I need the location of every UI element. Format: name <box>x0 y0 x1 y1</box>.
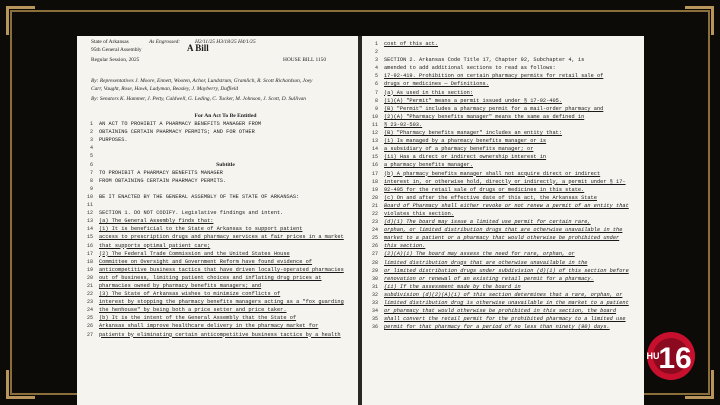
line-text: patients by eliminating certain anticompetitive business tactics by a health <box>99 331 341 338</box>
text-line <box>362 242 644 250</box>
text-line <box>77 128 358 136</box>
line-text: FROM OBTAINING CERTAIN PHARMACY PERMITS. <box>99 177 227 184</box>
line-text: (3) The State of Arkansas wishes to minimize conflicts of <box>99 291 281 298</box>
line-number: 14 <box>371 146 378 153</box>
line-number: 22 <box>86 291 93 298</box>
frame-corner-top-left <box>6 6 35 35</box>
text-line <box>77 193 358 201</box>
text-line <box>362 170 644 178</box>
engrossed-label: As Engrossed: <box>149 39 181 45</box>
text-line <box>77 290 358 298</box>
text-line <box>77 250 358 258</box>
line-number: 5 <box>374 73 378 80</box>
text-line <box>77 298 358 306</box>
line-text: a pharmacy benefits manager. <box>384 162 474 169</box>
text-line <box>77 266 358 274</box>
line-text: pharmacies owned by pharmacy benefits managers; and <box>99 282 262 289</box>
text-line <box>77 209 358 217</box>
line-text: AN ACT TO PROHIBIT A PHARMACY BENEFITS MANAGER FROM <box>99 121 262 128</box>
text-line <box>77 217 358 225</box>
line-number: 26 <box>371 243 378 250</box>
text-line <box>362 186 644 194</box>
line-number: 19 <box>86 266 93 273</box>
session-label: Regular Session, 2025 <box>91 57 140 63</box>
line-text: OBTAINING CERTAIN PHARMACY PERMITS; AND FOR OTHER <box>99 129 255 136</box>
text-line <box>77 282 358 290</box>
text-line <box>362 250 644 258</box>
line-number: 10 <box>86 193 93 200</box>
line-text: (B) "Pharmacy benefits manager" includes an entity that: <box>384 130 563 137</box>
line-text: (c) On and after the effective date of this act, the Arkansas State <box>384 194 597 201</box>
line-number: 29 <box>371 267 378 274</box>
line-text: Subtitle <box>216 161 235 168</box>
sponsor-line: By: Senators K. Hammer, J. Petty, Caldwell, G. Leding, C. Tucker, M. Johnson, J. Scott, D. Sullivan <box>91 96 306 102</box>
line-number: 11 <box>86 202 93 209</box>
text-line <box>77 225 358 233</box>
line-text: SECTION 1. DO NOT CODIFY. Legislative findings and intent. <box>99 210 284 217</box>
line-text: that supports optimal patient care; <box>99 242 211 249</box>
line-text: access to prescription drugs and pharmacy services at fair prices in a market <box>99 234 344 241</box>
text-line <box>362 194 644 202</box>
text-line <box>362 105 644 113</box>
hu16-logo <box>644 326 696 384</box>
text-line <box>77 112 358 120</box>
line-number: 1 <box>374 41 378 47</box>
text-line <box>77 322 358 330</box>
line-text: market to a patient or a pharmacy that would otherwise be prohibited under <box>384 235 620 242</box>
line-text: or limited distribution drugs under subdivision (d)(1) of this section before <box>384 267 629 274</box>
line-number: 14 <box>86 226 93 233</box>
line-text: (2)(A) "Pharmacy benefits manager" means the same as defined in <box>384 113 585 120</box>
engrossed-dates: H2/11/25 H3/18/25 H4/1/25 <box>195 39 256 45</box>
line-text: interest by stopping the pharmacy benefits managers acting as a "fox guarding <box>99 299 344 306</box>
text-line <box>362 56 644 64</box>
text-line <box>362 234 644 242</box>
text-line <box>362 307 644 315</box>
line-text: (2)(A)(i) The board may assess the need for rare, orphan, or <box>384 251 575 258</box>
text-line <box>77 258 358 266</box>
text-line <box>362 275 644 283</box>
bill-page-right <box>362 36 644 405</box>
line-text: (i) Is managed by a pharmacy benefits manager or is <box>384 138 547 145</box>
sponsor-line: Carr, Vaught, Rose, Hawk, Ladyman, Beasley, J. Mayberry, Duffield <box>91 86 239 92</box>
line-text: BE IT ENACTED BY THE GENERAL ASSEMBLY OF THE STATE OF ARKANSAS: <box>99 193 300 200</box>
line-number: 6 <box>89 161 93 168</box>
line-text: § 23-92-503. <box>384 121 423 128</box>
text-line <box>362 64 644 72</box>
line-number: 27 <box>86 331 93 338</box>
line-text: (d)(1) The board may issue a limited use permit for certain rare, <box>384 219 591 226</box>
line-number: 28 <box>371 259 378 266</box>
assembly-label: 95th General Assembly <box>91 47 142 53</box>
line-text: SECTION 2. Arkansas Code Title 17, Chapter 92, Subchapter 4, is <box>384 57 585 64</box>
line-number: 5 <box>89 153 93 160</box>
line-text: out of business, limiting patient choices and inflating drug prices at <box>99 274 322 281</box>
line-text: (a) The General Assembly finds that: <box>99 218 214 225</box>
text-line <box>77 161 358 169</box>
line-text: 17-92-419. Prohibition on certain pharmacy permits for retail sale of <box>384 73 604 80</box>
bill-header <box>77 36 358 78</box>
line-text: TO PROHIBIT A PHARMACY BENEFITS MANAGER <box>99 169 223 176</box>
text-line <box>77 144 358 152</box>
line-text: the henhouse" by being both a price setter and price taker. <box>99 307 287 314</box>
text-line <box>362 283 644 291</box>
line-number: 10 <box>371 113 378 120</box>
line-text: amended to add additional sections to read as follows: <box>384 65 556 72</box>
line-text: drugs or medicines — Definitions. <box>384 81 489 88</box>
sponsor-list <box>77 78 358 112</box>
line-number: 22 <box>371 210 378 217</box>
line-number: 34 <box>371 308 378 315</box>
line-text: Committee on Oversight and Government Reform have found evidence of <box>99 258 312 265</box>
line-text: renovation or renewal of an existing retail permit for a pharmacy. <box>384 275 594 282</box>
line-number: 9 <box>89 185 93 192</box>
line-number: 13 <box>371 138 378 145</box>
line-number: 17 <box>371 170 378 177</box>
text-line <box>362 48 644 56</box>
text-line <box>77 185 358 193</box>
line-text: limited distribution drugs that are otherwise unavailable in the <box>384 259 588 266</box>
line-text: this section. <box>384 243 426 250</box>
text-line <box>362 80 644 88</box>
line-number: 1 <box>89 121 93 128</box>
line-number: 3 <box>374 57 378 64</box>
line-number: 24 <box>86 307 93 314</box>
line-text: shall convert the retail permit for the prohibited pharmacy to a limited use <box>384 316 626 323</box>
line-number: 20 <box>371 194 378 201</box>
text-line <box>362 97 644 105</box>
text-line <box>362 137 644 145</box>
line-text: permit for that pharmacy for a period of no less than ninety (90) days. <box>384 324 610 331</box>
text-line <box>77 201 358 209</box>
line-text: anticompetitive business tactics that have driven locally-operated pharmacies <box>99 266 344 273</box>
line-text: orphan, or limited distribution drugs that are otherwise unavailable in the <box>384 227 623 234</box>
line-number: 7 <box>374 89 378 96</box>
line-number: 18 <box>371 178 378 185</box>
line-number: 26 <box>86 323 93 330</box>
line-number: 16 <box>371 162 378 169</box>
line-number: 8 <box>374 97 378 104</box>
text-line <box>362 226 644 234</box>
text-line <box>362 259 644 267</box>
line-text: For An Act To Be Entitled <box>194 113 257 119</box>
line-number: 23 <box>86 299 93 306</box>
text-line <box>77 274 358 282</box>
text-line <box>77 306 358 314</box>
sponsor-line: By: Representatives J. Moore, Ennett, Wooten, Achor, Lundstrum, Gramlich, R. Scott Richardson, Joey <box>91 78 313 84</box>
text-line <box>77 242 358 250</box>
line-number: 17 <box>86 250 93 257</box>
line-number: 25 <box>86 315 93 322</box>
text-line <box>362 218 644 226</box>
text-line <box>362 291 644 299</box>
text-line <box>362 113 644 121</box>
line-number: 2 <box>89 129 93 136</box>
text-line <box>362 129 644 137</box>
text-line <box>362 40 644 48</box>
line-number: 6 <box>374 81 378 88</box>
line-text: or pharmacy that would otherwise be prohibited in this section, the board <box>384 308 617 315</box>
line-number: 4 <box>89 145 93 152</box>
line-number: 15 <box>86 234 93 241</box>
line-number: 21 <box>371 202 378 209</box>
line-number: 25 <box>371 235 378 242</box>
line-number: 2 <box>374 49 378 56</box>
text-line <box>362 89 644 97</box>
line-text: subdivision (d)(2)(A)(i) of this section determines that a rare, orphan, or <box>384 291 623 298</box>
text-line <box>362 323 644 331</box>
text-line <box>362 72 644 80</box>
line-text: cost of this act. <box>384 41 439 47</box>
line-number: 11 <box>371 121 378 128</box>
line-text: Arkansas shall improve healthcare delivery in the pharmacy market for <box>99 323 319 330</box>
line-text: (B) "Permit" includes a pharmacy permit for a mail-order pharmacy and <box>384 105 604 112</box>
text-line <box>362 315 644 323</box>
line-number: 18 <box>86 258 93 265</box>
text-line <box>362 267 644 275</box>
line-text: a subsidiary of a pharmacy benefits manager; or <box>384 146 534 153</box>
line-number: 30 <box>371 275 378 282</box>
line-text: 92-405 for the retail sale of drugs or medicines in this state. <box>384 186 585 193</box>
line-text: (ii) Has a direct or indirect ownership interest in <box>384 154 547 161</box>
line-text: (b) It is the intent of the General Assembly that the State of <box>99 315 297 322</box>
text-line <box>362 299 644 307</box>
line-text: (ii) If the assessment made by the board in <box>384 283 521 290</box>
line-text: (1) It is beneficial to the State of Arkansas to support patient <box>99 226 303 233</box>
line-number: 16 <box>86 242 93 249</box>
line-number: 20 <box>86 274 93 281</box>
line-number: 32 <box>371 291 378 298</box>
line-number: 9 <box>374 105 378 112</box>
line-number: 7 <box>89 169 93 176</box>
line-number: 35 <box>371 316 378 323</box>
text-line <box>77 331 358 339</box>
text-line <box>77 314 358 322</box>
line-text: limited distribution drug is otherwise unavailable in the market to a patient <box>384 300 629 306</box>
line-number: 31 <box>371 283 378 290</box>
text-line <box>77 152 358 160</box>
bill-number: HOUSE BILL 1150 <box>283 57 327 63</box>
line-text: violates this section. <box>384 210 454 217</box>
logo-number: 16 <box>658 342 692 375</box>
frame-corner-bottom-left <box>6 370 35 399</box>
line-number: 3 <box>89 137 93 144</box>
line-number: 4 <box>374 65 378 72</box>
line-number: 12 <box>371 130 378 137</box>
state-label: State of Arkansas <box>91 39 129 45</box>
line-text: interest in, or otherwise hold, directly or indirectly, a permit under § 17- <box>384 178 626 185</box>
line-number: 13 <box>86 218 93 225</box>
text-line <box>362 161 644 169</box>
text-line <box>362 202 644 210</box>
line-number: 27 <box>371 251 378 258</box>
frame-corner-top-right <box>685 6 714 35</box>
line-number: 21 <box>86 282 93 289</box>
line-number: 36 <box>371 324 378 331</box>
line-text: (b) A pharmacy benefits manager shall not acquire direct or indirect <box>384 170 601 177</box>
line-number: 15 <box>371 154 378 161</box>
bill-text-lines <box>77 112 358 339</box>
line-text: Board of Pharmacy shall either revoke or not renew a permit of an entity that <box>384 202 629 209</box>
text-line <box>77 177 358 185</box>
text-line <box>362 178 644 186</box>
bill-page-left <box>77 36 358 405</box>
text-line <box>77 169 358 177</box>
line-text: (a) As used in this section: <box>384 89 474 96</box>
line-number: 23 <box>371 219 378 226</box>
bill-text-lines <box>362 40 644 331</box>
line-text: (2) The Federal Trade Commission and the United States House <box>99 250 290 257</box>
bill-type-title: A Bill <box>187 43 209 53</box>
line-number: 33 <box>371 300 378 306</box>
line-number: 8 <box>89 177 93 184</box>
line-number: 24 <box>371 227 378 234</box>
text-line <box>77 233 358 241</box>
line-text: PURPOSES. <box>99 137 128 144</box>
text-line <box>362 210 644 218</box>
line-number: 12 <box>86 210 93 217</box>
line-number: 19 <box>371 186 378 193</box>
text-line <box>77 136 358 144</box>
line-text: (1)(A) "Permit" means a permit issued under § 17-92-405. <box>384 97 563 104</box>
text-line <box>362 145 644 153</box>
text-line <box>362 121 644 129</box>
logo-prefix: HU <box>646 351 660 361</box>
text-line <box>362 153 644 161</box>
text-line <box>77 120 358 128</box>
